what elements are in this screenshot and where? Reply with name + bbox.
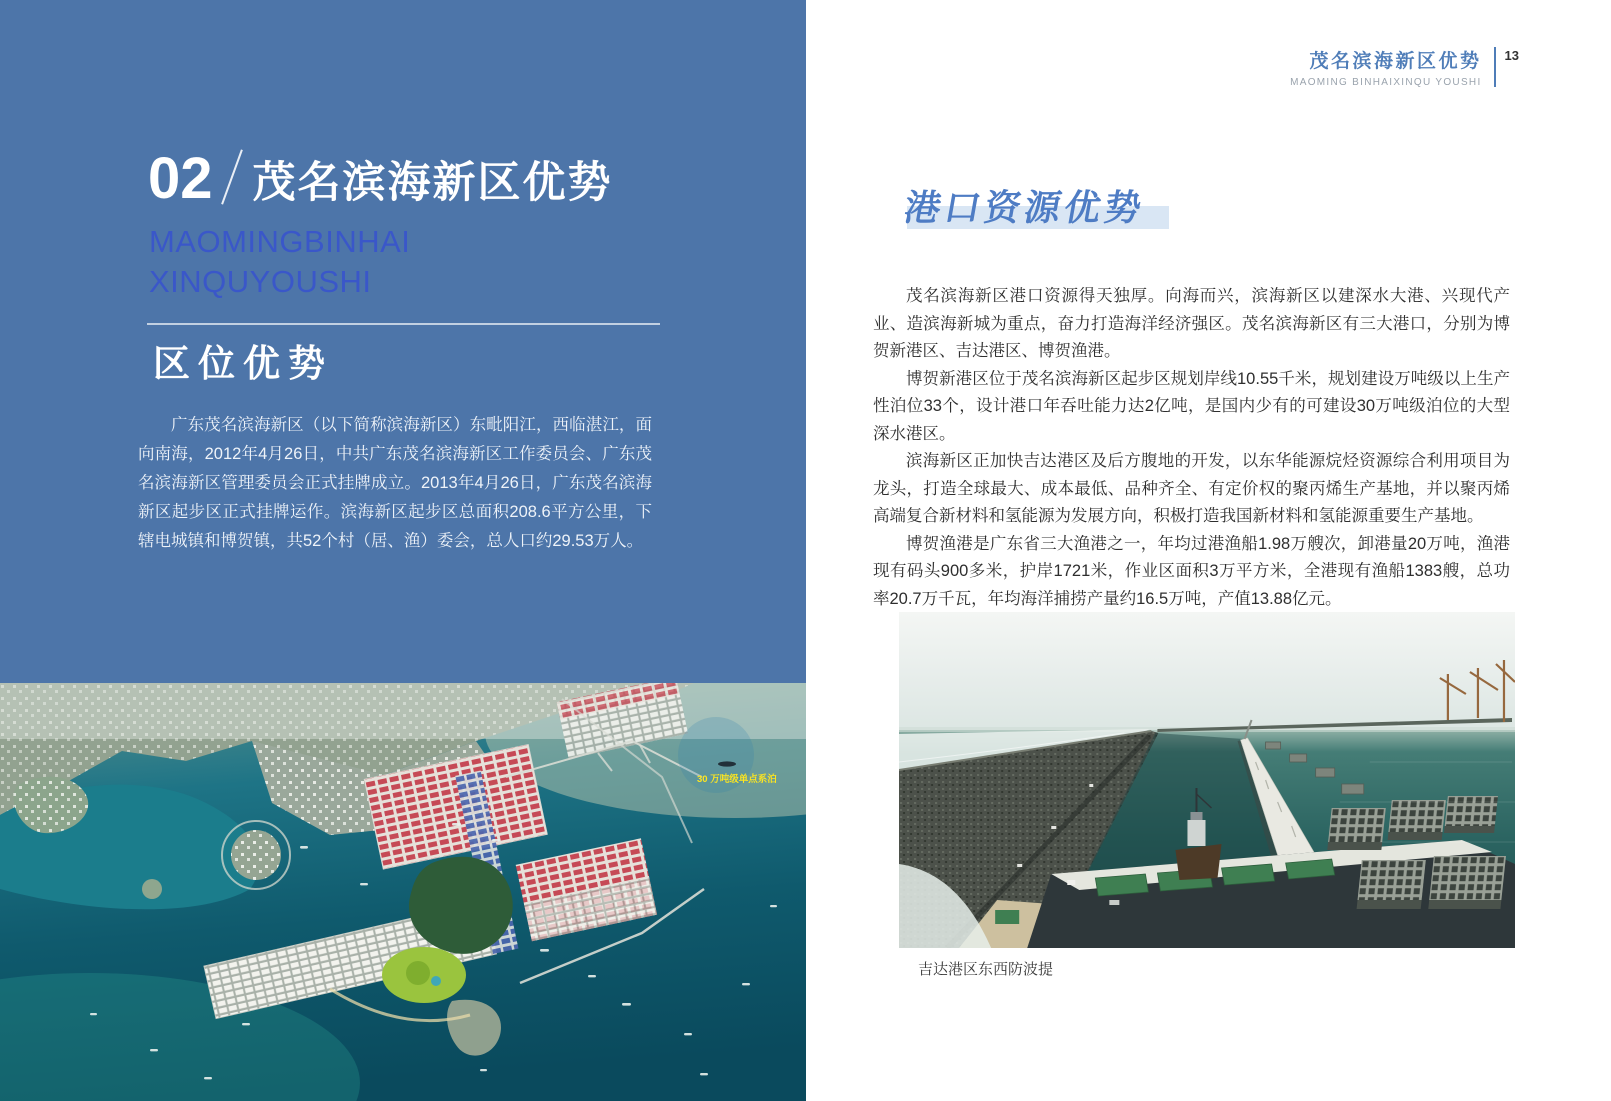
right-body-text bbox=[873, 283, 1510, 613]
section-heading-port bbox=[901, 180, 1149, 231]
aerial-masterplan-photo bbox=[0, 683, 806, 1101]
chapter-number: 02 bbox=[148, 146, 213, 211]
chapter-subtitle bbox=[149, 222, 410, 302]
running-head-subtitle: MAOMING BINHAIXINQU YOUSHI bbox=[1290, 77, 1482, 88]
tanker-ship bbox=[718, 761, 736, 766]
section-title-port-resources: 港口资源优势 bbox=[901, 187, 1149, 228]
park bbox=[382, 947, 466, 1003]
paragraph-2: 博贺新港区位于茂名滨海新区起步区规划岸线10.55千米，规划建设万吨级以上生产性泊位33个，设计港口年吞吐能力达2亿吨，是国内少有的可建设30万吨级泊位的大型深水港区。 bbox=[873, 369, 1510, 443]
paragraph-1: 茂名滨海新区港口资源得天独厚。向海而兴，滨海新区以建深水大港、兴现代产业、造滨海新城为重点，奋力打造海洋经济强区。茂名滨海新区有三大港口，分别为博贺新港区、吉达港区、博贺渔港。 bbox=[873, 287, 1510, 360]
section-title-location: 区位优势 bbox=[153, 343, 333, 384]
header-divider bbox=[1494, 47, 1496, 87]
title-slash-divider bbox=[221, 149, 243, 204]
divider-line bbox=[147, 323, 660, 325]
breakwater-photo bbox=[899, 612, 1515, 948]
paragraph-3: 滨海新区正加快吉达港区及后方腹地的开发，以东华能源烷烃资源综合利用项目为龙头，打造全球最大、成本最低、品种齐全、有定价权的聚丙烯生产基地，并以聚丙烯高端复合新材料和氢能源为发展方向，积极打造我国新材料和氢能源重要生产基地。 bbox=[873, 452, 1510, 525]
running-head bbox=[1290, 46, 1481, 88]
running-head-title: 茂名滨海新区优势 bbox=[1309, 51, 1482, 72]
right-page bbox=[806, 0, 1611, 1101]
mooring-annotation-label: 30 万吨级单点系泊 bbox=[697, 774, 777, 785]
chapter-subtitle-line2: XINQUYOUSHI bbox=[149, 264, 372, 299]
paragraph-4: 博贺渔港是广东省三大渔港之一，年均过港渔船1.98万艘次，卸港量20万吨，渔港现有码头900多米，护岸1721米，作业区面积3万平方米，全港现有渔船1383艘，总功率20.7万千瓦，年均海洋捕捞产量约16.5万吨，产值13.88亿元。 bbox=[873, 534, 1510, 608]
left-body-text: 广东茂名滨海新区（以下简称滨海新区）东毗阳江，西临湛江，面向南海，2012年4月26日，中共广东茂名滨海新区工作委员会、广东茂名滨海新区管理委员会正式挂牌成立。2013年4月26日，广东茂名滨海新区起步区正式挂牌运作。滨海新区起步区总面积208.6平方公里，下辖电城镇和博贺镇，共52个村（居、渔）委会，总人口约29.53万人。 bbox=[138, 416, 652, 550]
page-number: 13 bbox=[1504, 48, 1519, 63]
photo-caption: 吉达港区东西防波提 bbox=[918, 961, 1054, 978]
chapter-heading bbox=[148, 146, 613, 211]
aerial-masterplan-image bbox=[0, 683, 806, 1101]
mesh-panel bbox=[995, 910, 1019, 924]
breakwater-image bbox=[899, 612, 1515, 948]
sky bbox=[899, 612, 1515, 732]
chapter-subtitle-line1: MAOMINGBINHAI bbox=[149, 224, 411, 259]
chapter-title: 茂名滨海新区优势 bbox=[252, 157, 613, 208]
page-header bbox=[1290, 46, 1519, 88]
